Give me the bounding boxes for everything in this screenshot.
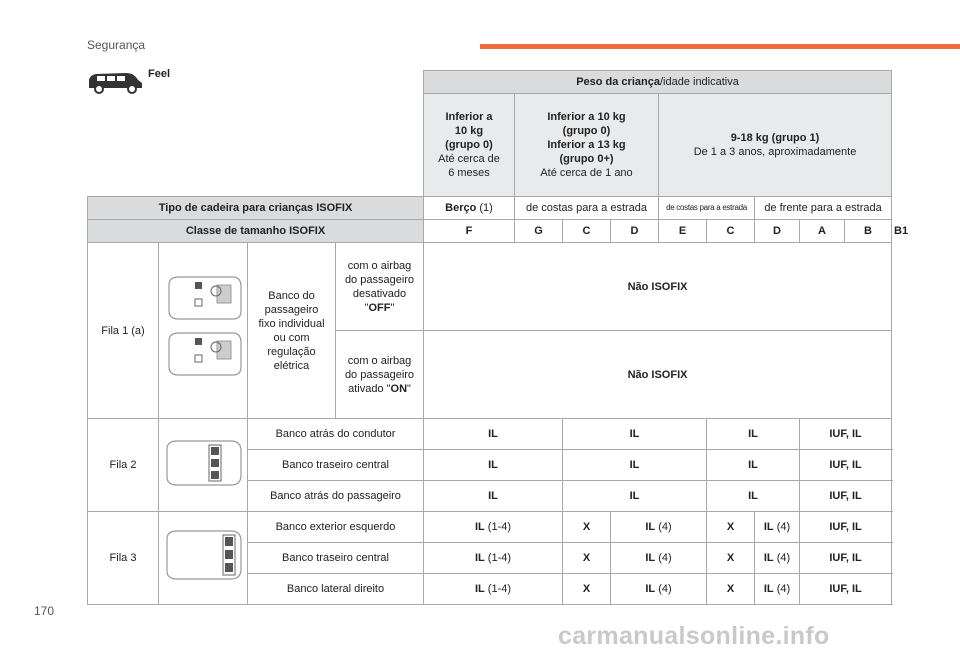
group-0plus-cell: Inferior a 10 kg (grupo 0) Inferior a 13 kg (grupo 0+) Até cerca de 1 ano <box>515 94 659 197</box>
cell-value: IL <box>563 419 707 450</box>
row3-seat-diagram-icon <box>161 521 245 591</box>
cell-value: X <box>563 512 611 543</box>
seat-name: Banco atrás do condutor <box>248 419 424 450</box>
front-seat-diagram-icon <box>161 269 245 389</box>
vehicle-model-label: Feel <box>148 68 171 80</box>
size-class-cell: D <box>611 220 659 243</box>
cell-value: X <box>563 574 611 605</box>
size-class-label: Classe de tamanho ISOFIX <box>88 220 424 243</box>
cell-value: IL <box>563 450 707 481</box>
not-isofix-cell: Não ISOFIX <box>424 331 892 419</box>
weight-header: Peso da criança/idade indicativa <box>424 71 892 94</box>
cell-value: IL <box>707 419 800 450</box>
cell-value: IL (1-4) <box>424 512 563 543</box>
size-class-cell: B <box>845 220 892 243</box>
cell-value: IUF, IL <box>800 419 892 450</box>
seat-name: Banco traseiro central <box>248 543 424 574</box>
cell-value: IL (1-4) <box>424 574 563 605</box>
fila1-seat-description: Banco do passageiro fixo individual ou com regulação elétrica <box>248 243 336 419</box>
seat-name: Banco exterior esquerdo <box>248 512 424 543</box>
isofix-table: Peso da criança/idade indicativa Inferior a 10 kg (grupo 0) Até cerca de 6 meses Inferior a 10 kg (grupo 0) Inferior a 13 kg (grupo 0+) Até cerca de 1 ano 9-18 kg (grupo 1) De 1 a 3 anos, aproximadamente Tipo de cadeira para crianças ISOFIX Berço (1) de costas para a estrada de costas para a estrada de frente para a estrada Classe de tamanho ISOFIX F G C D E C D A B B1 Fila 1 (a) Banco do passageiro fixo individual ou com regulação elétrica com o airbag do passageiro desativado "OFF" Não ISOFIX com o airbag do passageiro ativado "ON" Não ISOFIX Fila 2 Banco atrás do condutor IL IL IL IUF, IL Banco traseiro central IL IL IL IUF, IL Banco atrás do passageiro IL IL IL IUF, IL Fila 3 Banco exterior esquerdo IL (1-4) X IL (4) X IL (4) IUF, IL Banco traseiro central IL (1-4) X IL (4) X IL (4) IUF, IL Banco lateral direito IL (1-4) X IL (4) X IL (4) IUF, IL <box>87 70 892 605</box>
row-label-fila1: Fila 1 (a) <box>88 243 159 419</box>
fila3-diagram-cell <box>159 512 248 605</box>
cell-value: IL (1-4) <box>424 543 563 574</box>
fila2-diagram-cell <box>159 419 248 512</box>
cell-value: IUF, IL <box>800 512 892 543</box>
size-class-cell: F <box>424 220 515 243</box>
watermark-text[interactable]: carmanualsonline.info <box>558 622 830 650</box>
size-class-cell: C <box>563 220 611 243</box>
size-class-cell: C <box>707 220 755 243</box>
size-class-cell: G <box>515 220 563 243</box>
cell-value: IL <box>563 481 707 512</box>
seat-name: Banco traseiro central <box>248 450 424 481</box>
seat-type-forward-facing: de frente para a estrada <box>755 197 892 220</box>
fila1-diagram-cell <box>159 243 248 419</box>
cell-value: IUF, IL <box>800 574 892 605</box>
size-class-cell: D <box>755 220 800 243</box>
row2-seat-diagram-icon <box>161 433 245 493</box>
cell-value: X <box>707 512 755 543</box>
group-1-cell: 9-18 kg (grupo 1) De 1 a 3 anos, aproximadamente <box>659 94 892 197</box>
section-title: Segurança <box>87 38 146 52</box>
cell-value: IL (4) <box>611 512 707 543</box>
cell-value: IL (4) <box>755 512 800 543</box>
group-0-cell: Inferior a 10 kg (grupo 0) Até cerca de 6 meses <box>424 94 515 197</box>
cell-value: IL (4) <box>755 543 800 574</box>
cell-value: X <box>563 543 611 574</box>
size-class-cell: E <box>659 220 707 243</box>
row-label-fila2: Fila 2 <box>88 419 159 512</box>
seat-name: Banco atrás do passageiro <box>248 481 424 512</box>
cell-value: IL (4) <box>611 543 707 574</box>
cell-value: X <box>707 543 755 574</box>
cell-value: IL <box>424 450 563 481</box>
not-isofix-cell: Não ISOFIX <box>424 243 892 331</box>
page-number: 170 <box>34 604 55 618</box>
section-accent-bar <box>480 44 960 49</box>
airbag-off-cell: com o airbag do passageiro desativado "OFF" <box>336 243 424 331</box>
seat-type-rear-facing-2: de costas para a estrada <box>659 197 755 220</box>
row-label-fila3: Fila 3 <box>88 512 159 605</box>
seat-type-bercco: Berço (1) <box>424 197 515 220</box>
seat-type-rear-facing: de costas para a estrada <box>515 197 659 220</box>
cell-value: X <box>707 574 755 605</box>
cell-value: IUF, IL <box>800 450 892 481</box>
cell-value: IL (4) <box>611 574 707 605</box>
airbag-on-cell: com o airbag do passageiro ativado "ON" <box>336 331 424 419</box>
size-class-cell: A <box>800 220 845 243</box>
cell-value: IL <box>424 419 563 450</box>
seat-name: Banco lateral direito <box>248 574 424 605</box>
cell-value: IUF, IL <box>800 481 892 512</box>
cell-value: IUF, IL <box>800 543 892 574</box>
seat-type-label: Tipo de cadeira para crianças ISOFIX <box>88 197 424 220</box>
cell-value: IL (4) <box>755 574 800 605</box>
cell-value: IL <box>424 481 563 512</box>
cell-value: IL <box>707 481 800 512</box>
cell-value: IL <box>707 450 800 481</box>
